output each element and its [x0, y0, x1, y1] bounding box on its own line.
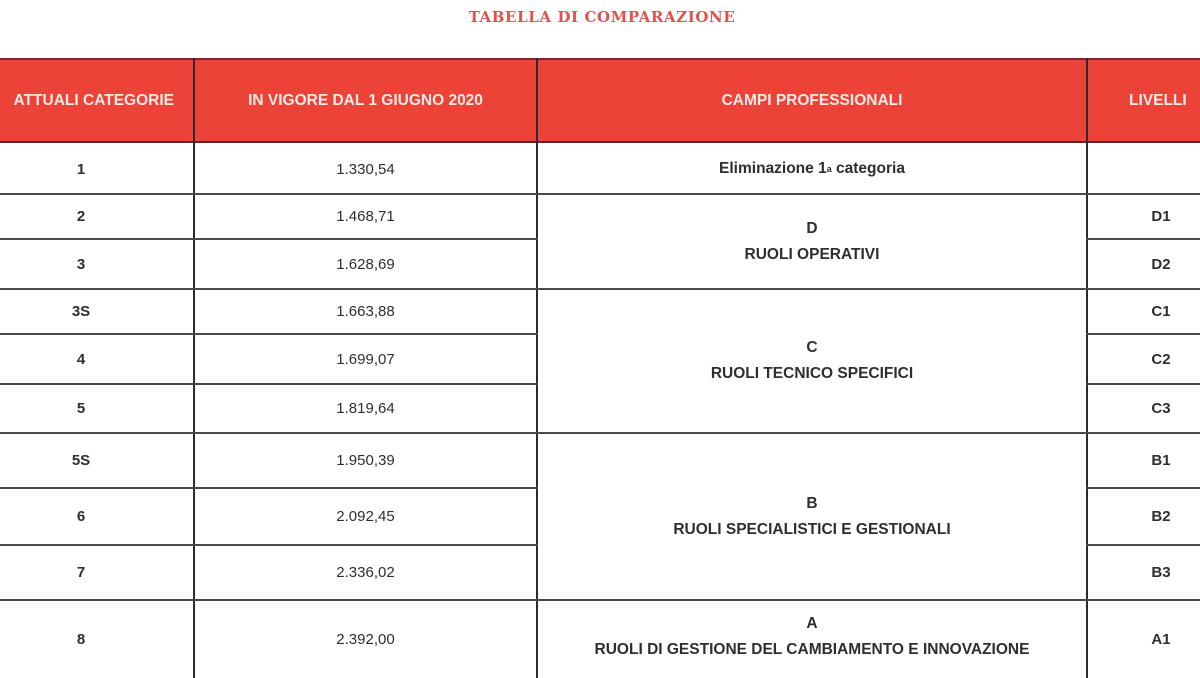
- categoria-cell: 5: [76, 400, 86, 417]
- campo-letter: C: [806, 339, 818, 356]
- campo-name: RUOLI SPECIALISTICI E GESTIONALI: [673, 520, 951, 538]
- categoria-cell: 5S: [71, 452, 91, 469]
- categoria-cell: 8: [76, 630, 86, 648]
- header-in-vigore: IN VIGORE DAL 1 GIUGNO 2020: [194, 58, 537, 143]
- importo-cell: 1.628,69: [336, 255, 395, 273]
- livello-cell: B2: [1151, 508, 1171, 525]
- campo-letter: B: [806, 494, 818, 512]
- campo-text: categoria: [831, 160, 905, 177]
- categoria-cell: 6: [76, 508, 86, 525]
- importo-cell: 1.950,39: [336, 452, 395, 469]
- campo-name: RUOLI OPERATIVI: [744, 245, 880, 263]
- categoria-cell: 2: [76, 208, 86, 225]
- importo-cell: 1.699,07: [336, 350, 395, 368]
- categoria-cell: 7: [76, 564, 86, 581]
- livello-cell: C3: [1151, 400, 1171, 417]
- importo-cell: 1.468,71: [336, 208, 395, 225]
- importo-cell: 1.819,64: [336, 400, 395, 417]
- importo-cell: 2.392,00: [336, 630, 395, 648]
- campo-sup: a: [826, 164, 832, 174]
- livello-cell: C1: [1151, 303, 1171, 320]
- campo-c: [538, 290, 1086, 432]
- categoria-cell: 3: [76, 255, 86, 273]
- campo-text: Eliminazione 1: [719, 160, 827, 177]
- importo-cell: 2.092,45: [336, 508, 395, 525]
- campo-name: RUOLI TECNICO SPECIFICI: [710, 365, 914, 382]
- livello-cell: D2: [1151, 255, 1171, 273]
- header-campi-professionali: CAMPI PROFESSIONALI: [537, 58, 1087, 143]
- livello-cell: D1: [1151, 208, 1171, 225]
- importo-cell: 1.330,54: [336, 160, 395, 178]
- importo-cell: 1.663,88: [336, 303, 395, 320]
- campo-d: [538, 195, 1086, 288]
- campo-eliminazione: [538, 145, 1086, 193]
- livello-cell: B3: [1151, 564, 1171, 581]
- campo-letter: A: [806, 615, 818, 632]
- livello-cell: A1: [1151, 630, 1171, 648]
- campo-b: [538, 434, 1086, 599]
- campo-name: RUOLI DI GESTIONE DEL CAMBIAMENTO E INNOVAZIONE: [594, 641, 1030, 658]
- header-label: ATTUALI CATEGORIE: [13, 91, 174, 109]
- livello-cell: [1088, 145, 1200, 193]
- categoria-cell: 3S: [71, 303, 91, 320]
- campo-letter: D: [806, 219, 818, 237]
- header-livelli: LIVELLI: [1087, 58, 1200, 143]
- campo-a: [538, 601, 1086, 677]
- header-attuali-categorie: [0, 58, 194, 143]
- importo-cell: 2.336,02: [336, 564, 395, 581]
- table-title: TABELLA DI COMPARAZIONE: [468, 8, 736, 26]
- categoria-cell: 1: [76, 160, 86, 178]
- livello-cell: C2: [1151, 350, 1171, 368]
- categoria-cell: 4: [76, 350, 86, 368]
- livello-cell: B1: [1151, 452, 1171, 469]
- comparison-table: [0, 58, 1200, 678]
